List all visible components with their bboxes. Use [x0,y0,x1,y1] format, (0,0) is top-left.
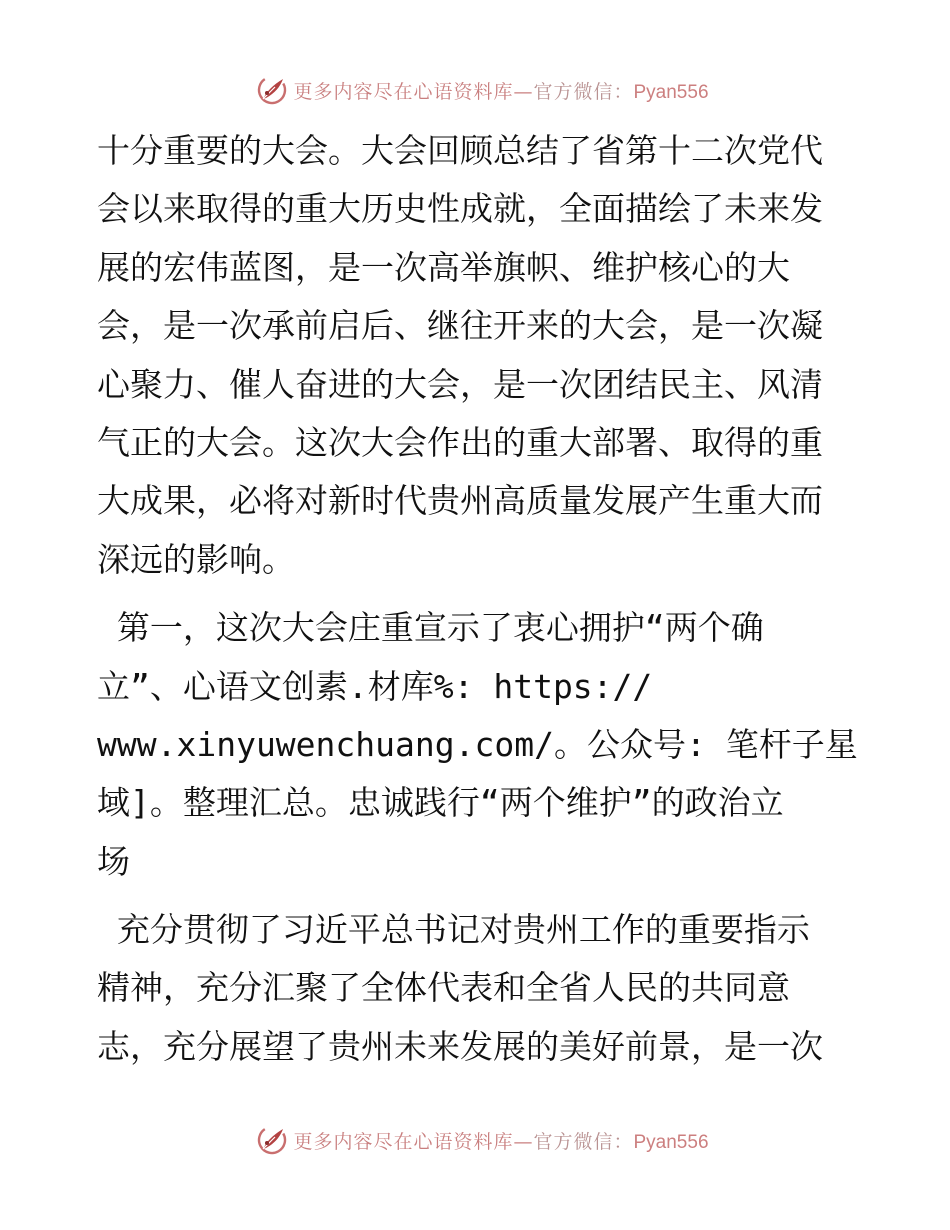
text-line: 场 [97,841,130,881]
watermark-wechat-id: Pyan556 [633,1131,709,1153]
text-line: 立”、心语文创素.材库%: https:// [97,666,653,706]
feather-pen-logo-icon [255,1123,289,1157]
text-line: 展的宏伟蓝图，是一次高举旗帜、维护核心的大 [97,247,790,287]
watermark-dash: — [513,80,534,103]
text-line: 充分贯彻了习近平总书记对贵州工作的重要指示 [97,910,810,950]
text-line: 志，充分展望了贵州未来发展的美好前景，是一次 [97,1026,823,1066]
footer-watermark-banner [0,1120,950,1160]
text-line: 心聚力、催人奋进的大会，是一次团结民主、风清 [97,364,823,404]
text-line: 域]。整理汇总。忠诚践行“两个维护”的政治立 [97,783,784,823]
text-line: 会，是一次承前启后、继往开来的大会，是一次凝 [97,306,823,346]
watermark-main-text: 更多内容尽在心语资料库 [293,1130,514,1153]
text-line: 第一，这次大会庄重宣示了衷心拥护“两个确 [97,608,764,648]
watermark-group [255,1123,708,1157]
watermark-group [255,73,708,107]
text-line: 气正的大会。这次大会作出的重大部署、取得的重 [97,422,823,462]
paragraph-3 [97,901,857,1076]
paragraph-2 [97,599,857,891]
text-line: www.xinyuwenchuang.com/。公众号: 笔杆子星 [97,724,858,764]
watermark-dash: — [513,1130,534,1153]
text-line: 大成果，必将对新时代贵州高质量发展产生重大而 [97,481,823,521]
watermark-text [293,1127,708,1154]
header-watermark-banner [0,70,950,110]
watermark-main-text: 更多内容尽在心语资料库 [293,80,514,103]
document-body [97,122,857,1076]
watermark-text [293,77,708,104]
text-line: 十分重要的大会。大会回顾总结了省第十二次党代 [97,131,823,170]
text-line: 深远的影响。 [97,539,295,579]
feather-pen-logo-icon [255,73,289,107]
text-line: 会以来取得的重大历史性成就，全面描绘了未来发 [97,189,823,229]
paragraph-1 [97,122,857,589]
watermark-wechat-id: Pyan556 [633,81,709,103]
text-line: 精神，充分汇聚了全体代表和全省人民的共同意 [97,968,790,1008]
watermark-wechat-label: 官方微信： [533,1130,634,1153]
watermark-wechat-label: 官方微信： [533,80,634,103]
